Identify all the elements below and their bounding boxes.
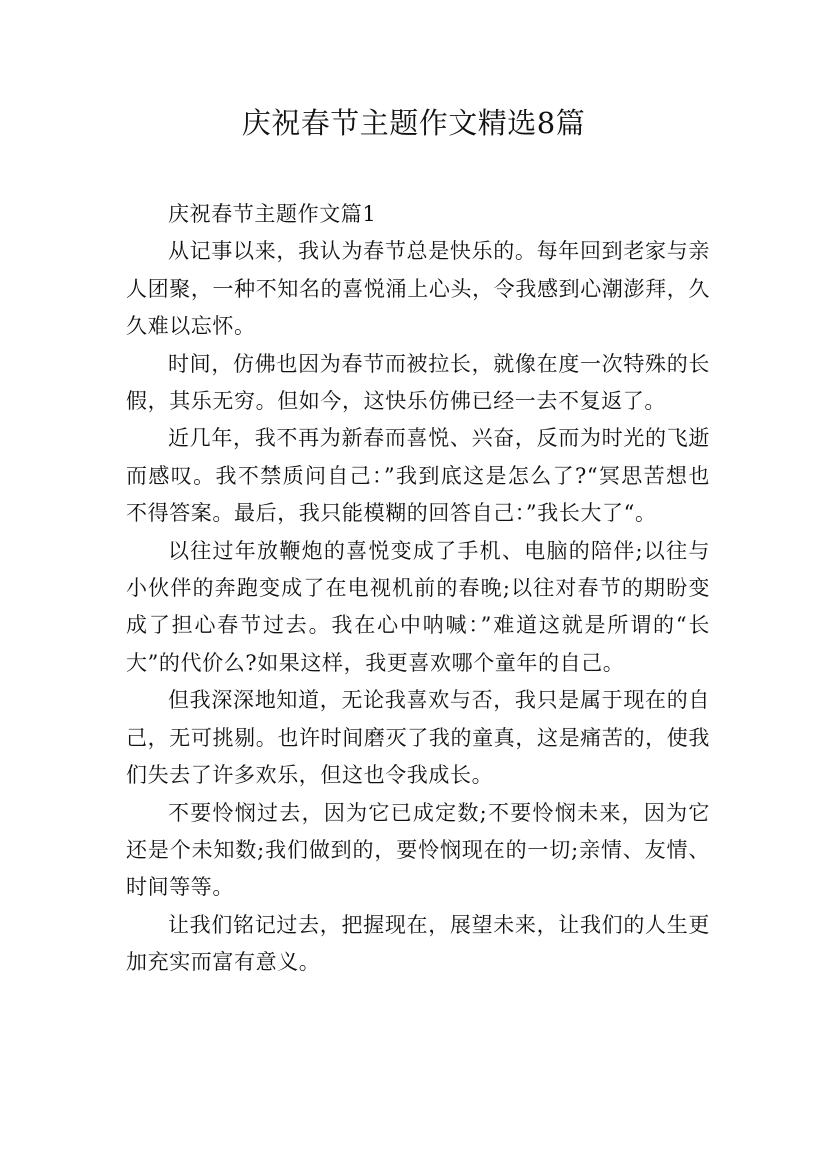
paragraph-3: 近几年，我不再为新春而喜悦、兴奋，反而为时光的飞逝而感叹。我不禁质问自己：”我到底这是怎么了?“冥思苦想也不得答案。最后，我只能模糊的回答自己：”我长大了“。: [126, 426, 710, 526]
paragraph-5: 但我深深地知道，无论我喜欢与否，我只是属于现在的自己，无可挑剔。也许时间磨灭了我的童真，这是痛苦的，使我们失去了许多欢乐，但这也令我成长。: [126, 688, 710, 788]
paragraph-6: 不要怜悯过去，因为它已成定数;不要怜悯未来，因为它还是个未知数;我们做到的，要怜悯现在的一切;亲情、友情、时间等等。: [126, 800, 710, 900]
document-body: [126, 196, 710, 982]
paragraph-1: 从记事以来，我认为春节总是快乐的。每年回到老家与亲人团聚，一种不知名的喜悦涌上心头，令我感到心潮澎拜，久久难以忘怀。: [126, 239, 710, 339]
document-title: 庆祝春节主题作文精选8篇: [241, 106, 586, 140]
paragraph-7: 让我们铭记过去，把握现在，展望未来，让我们的人生更加充实而富有意义。: [126, 912, 710, 975]
paragraph-4: 以往过年放鞭炮的喜悦变成了手机、电脑的陪伴;以往与小伙伴的奔跑变成了在电视机前的春晚;以往对春节的期盼变成了担心春节过去。我在心中呐喊：”难道这就是所谓的“长大”的代价么?如果这样，我更喜欢哪个童年的自己。: [126, 538, 710, 675]
paragraph-2: 时间，仿佛也因为春节而被拉长，就像在度一次特殊的长假，其乐无穷。但如今，这快乐仿佛已经一去不复返了。: [126, 351, 710, 414]
section-heading: 庆祝春节主题作文篇1: [168, 202, 377, 226]
